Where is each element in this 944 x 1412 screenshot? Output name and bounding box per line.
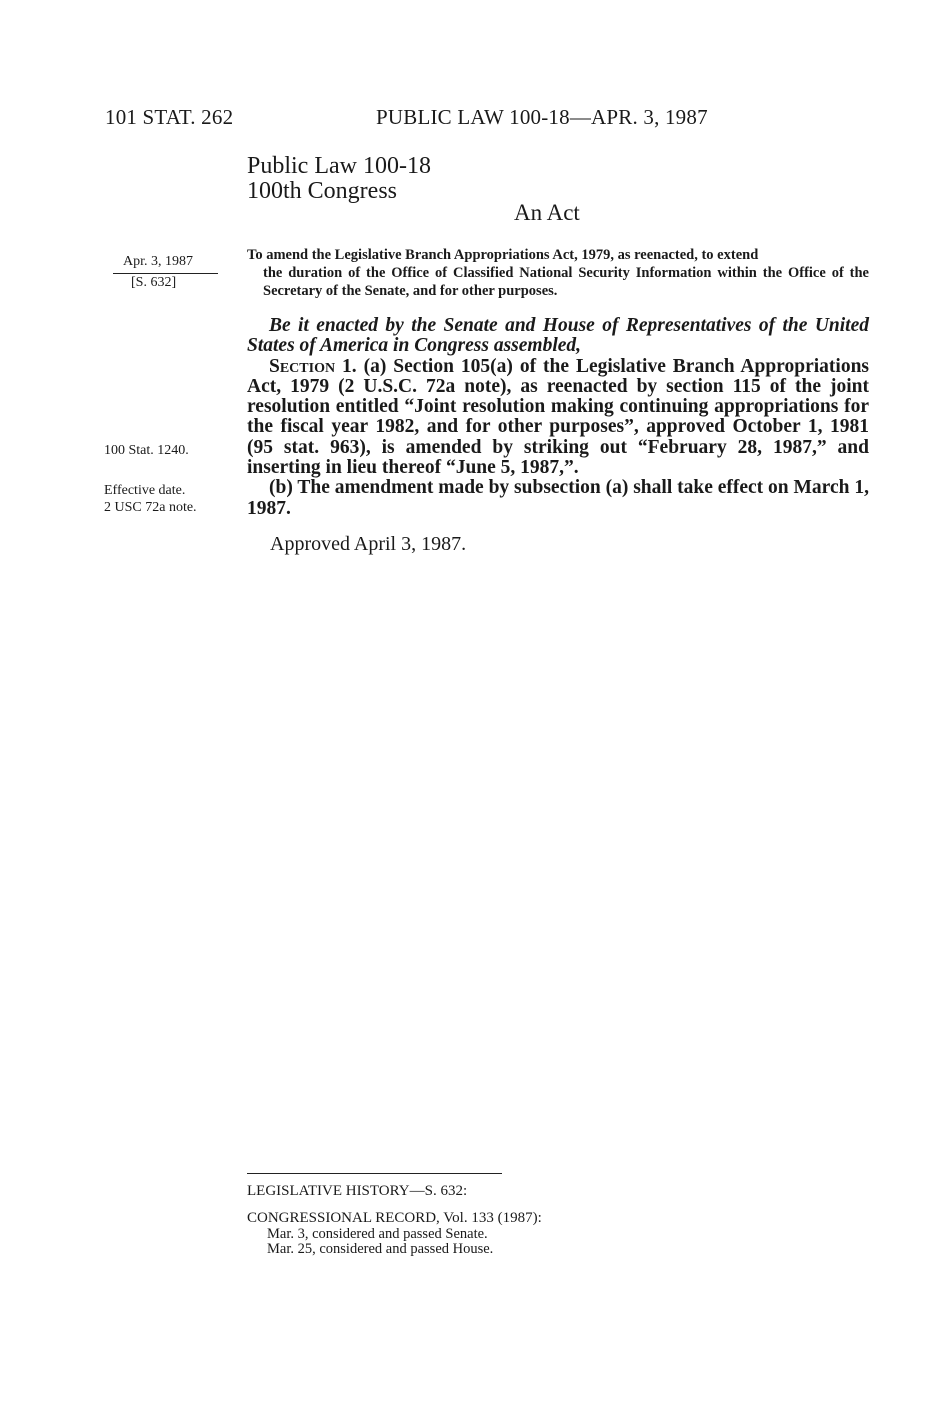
congressional-record: CONGRESSIONAL RECORD, Vol. 133 (1987): [247, 1210, 542, 1226]
margin-effective-date: Effective date. [104, 483, 186, 498]
margin-stat-reference: 100 Stat. 1240. [104, 443, 189, 458]
purpose-first-line: To amend the Legislative Branch Appropriations Act, 1979, as reenacted, to extend [247, 247, 759, 263]
enacting-clause: Be it enacted by the Senate and House of Representatives of the United States of America in Congress assembled, [247, 315, 869, 357]
an-act-heading: An Act [514, 200, 580, 225]
running-title: PUBLIC LAW 100-18—APR. 3, 1987 [376, 105, 708, 129]
history-item: Mar. 25, considered and passed House. [267, 1241, 494, 1257]
margin-date: Apr. 3, 1987 [123, 254, 193, 269]
section-1b: (b) The amendment made by subsection (a) shall take effect on March 1, 1987. [247, 477, 869, 519]
section-label: Section [269, 355, 336, 377]
congress-number: 100th Congress [247, 178, 397, 204]
legislative-history-title: LEGISLATIVE HISTORY—S. 632: [247, 1183, 468, 1199]
purpose-clause [247, 246, 869, 300]
page-reference: 101 STAT. 262 [105, 105, 234, 129]
act-body [247, 316, 869, 519]
margin-divider [113, 273, 218, 274]
section-1a [247, 357, 869, 479]
margin-bill-number: [S. 632] [131, 275, 177, 290]
section-1a-text: 1. (a) Section 105(a) of the Legislative Branch Appropriations Act, 1979 (2 U.S.C. 72a note), as reenacted by section 115 of the joint resolution entitled “Joint resolution making continuing appropriations for the fiscal year 1982, and for other purposes”, approved October 1, 1981 (95 stat. 963), is amended by striking out “February 28, 1987,” and inserting in lieu thereof “June 5, 1987,”. [247, 355, 869, 479]
margin-usc-note: 2 USC 72a note. [104, 500, 197, 515]
public-law-number: Public Law 100-18 [247, 153, 431, 179]
history-item: Mar. 3, considered and passed Senate. [267, 1226, 488, 1242]
approved-line: Approved April 3, 1987. [270, 533, 467, 555]
legislative-history-rule [247, 1173, 502, 1174]
purpose-rest: the duration of the Office of Classified National Security Information within the Office of the Secretary of the Senate, and for other purposes. [263, 265, 869, 299]
